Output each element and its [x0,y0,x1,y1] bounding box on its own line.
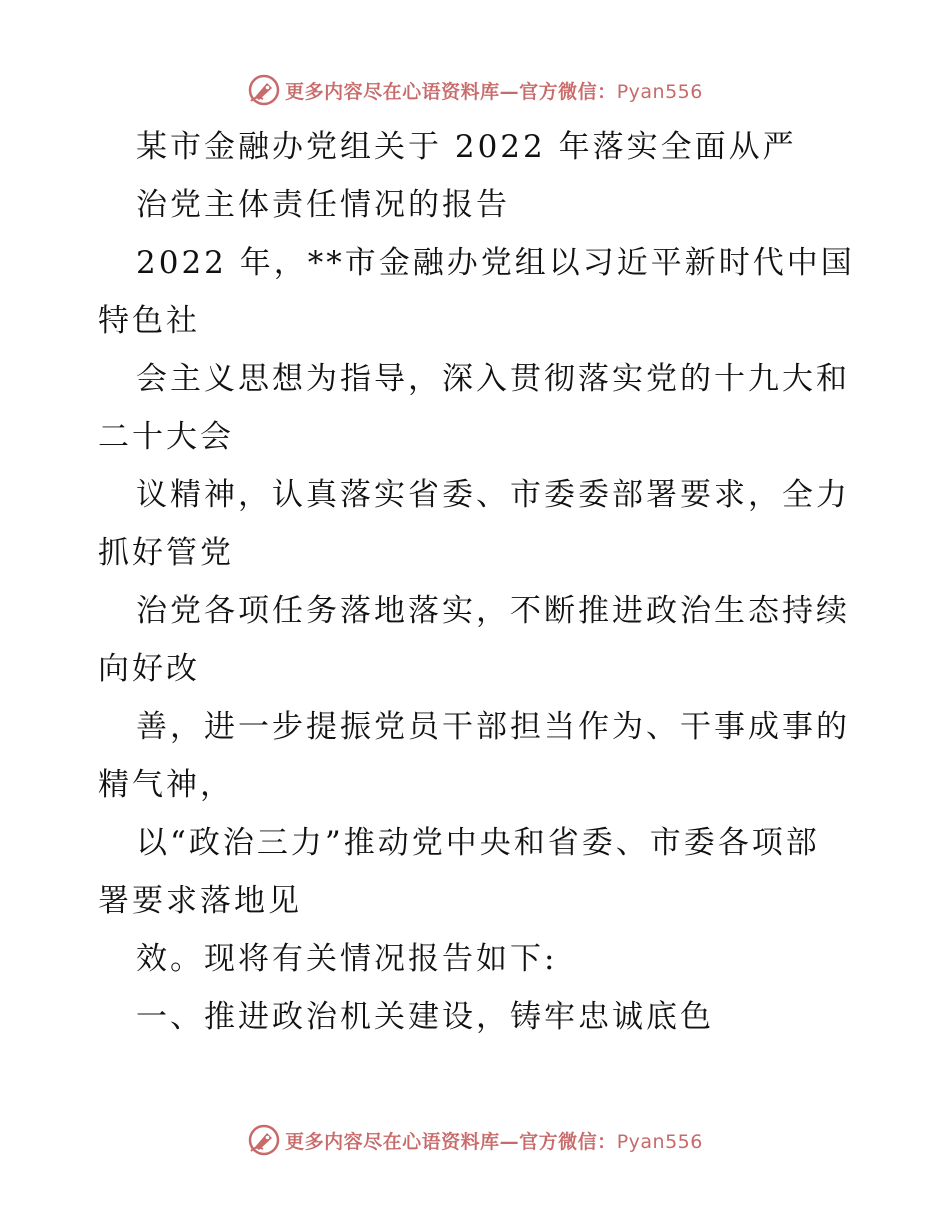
paragraph-line: 会主义思想为指导，深入贯彻落实党的十九大和 [136,361,850,397]
watermark-colon: ： [597,80,617,103]
paragraph-line: 二十大会 [98,419,234,455]
watermark-wechat-id: Pyan556 [616,80,703,103]
paragraph-line: 议精神，认真落实省委、市委委部署要求，全力 [136,477,850,513]
document-title-line-1: 某市金融办党组关于 2022 年落实全面从严 [136,129,797,165]
footer-watermark [0,1120,950,1160]
pen-nib-logo-icon [247,1123,281,1157]
watermark-wechat-label: 官方微信 [519,1130,598,1153]
paragraph-line: 特色社 [98,303,200,339]
pen-nib-logo-icon [247,73,281,107]
paragraph-line: 善，进一步提振党员干部担当作为、干事成事的 [136,709,850,745]
watermark-wechat-id: Pyan556 [616,1130,703,1153]
paragraph-line: 精气神， [98,767,234,803]
watermark-text [285,1127,703,1154]
watermark-text [285,77,703,104]
header-watermark [0,70,950,110]
paragraph-line: 署要求落地见 [98,883,302,919]
paragraph-line: 2022 年，**市金融办党组以习近平新时代中国 [136,245,855,281]
watermark-colon: ： [597,1130,617,1153]
watermark-slogan: 更多内容尽在心语资料库 [285,80,500,103]
paragraph-line: 向好改 [98,651,200,687]
document-body [98,118,858,1046]
paragraph-line: 效。现将有关情况报告如下: [136,941,558,977]
watermark-dash: — [499,80,520,103]
paragraph-line: 抓好管党 [98,535,234,571]
watermark-wechat-label: 官方微信 [519,80,598,103]
paragraph-line: 治党各项任务落地落实，不断推进政治生态持续 [136,593,850,629]
paragraph-line: 以“政治三力”推动党中央和省委、市委各项部 [136,825,820,861]
document-title-line-2: 治党主体责任情况的报告 [136,187,510,223]
section-heading: 一、推进政治机关建设，铸牢忠诚底色 [136,999,714,1035]
watermark-dash: — [499,1130,520,1153]
watermark-slogan: 更多内容尽在心语资料库 [285,1130,500,1153]
